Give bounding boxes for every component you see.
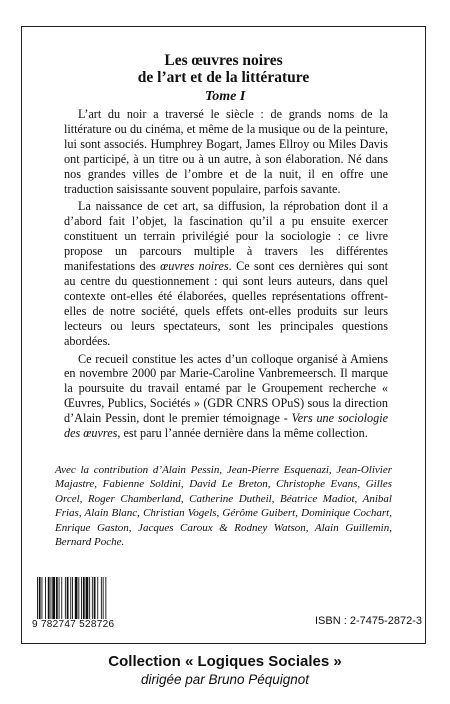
barcode-bar: [86, 577, 89, 619]
collection-name: Collection « Logiques Sociales »: [108, 653, 342, 670]
barcode-bar: [67, 577, 69, 619]
barcode-bar: [65, 577, 66, 619]
isbn: ISBN : 2-7475-2872-3: [315, 615, 423, 627]
barcode-bar: [97, 577, 98, 619]
barcode-bar: [45, 577, 46, 619]
barcode-bar: [61, 577, 62, 619]
contributors: [55, 463, 392, 549]
barcode-bar: [48, 577, 50, 619]
book-title-line1: Les œuvres noires: [164, 52, 283, 69]
blurb: [64, 107, 388, 444]
blurb-paragraph-2: La naissance de cet art, sa diffusion, la réprobation dont il a d’abord fait l’objet, la fascination qu’il a pu ensuite exercer constituent un terrain privilégié pour la sociologie : ce livre propose un parcours multiple à travers les différentes manifestations des œuvres noires. Ce sont ces dernières qui sont au centre du questionnement : qui sont leurs auteurs, dans quel contexte ont-elles été élaborées, quelles représentations offrent-elles de notre société, quels effets ont-elles produits sur leurs lecteurs ou leurs spectateurs, sont les principales questions abordées.: [64, 199, 389, 348]
barcode-bar: [105, 577, 106, 619]
book-title-line2: de l’art et de la littérature: [137, 69, 310, 86]
barcode-bar: [83, 577, 85, 619]
barcode-bar: [56, 577, 58, 619]
barcode: [35, 577, 135, 619]
barcode-bar: [103, 577, 104, 619]
barcode-number: 9 782747 528726: [32, 619, 115, 630]
barcode-bar: [70, 577, 71, 619]
barcode-bar: [37, 577, 38, 619]
contributors-label: Avec la contribution d’: [55, 464, 163, 476]
barcode-bar: [42, 577, 43, 619]
barcode-bar: [52, 577, 55, 619]
barcode-bar: [72, 577, 73, 619]
barcode-bar: [39, 577, 41, 619]
barcode-bar: [101, 577, 102, 619]
contributors-names: Alain Pessin, Jean-Pierre Esquenazi, Jean-Olivier Majastre, Fabienne Soldini, David Le Breton, Christophe Evans, Gilles Orcel, Roger Chamberland, Catherine Dutheil, Béatrice Madiot, Anibal Frias, Alain Blanc, Christian Vogels, Gérôme Guibert, Dominique Cochart, Enrique Gaston, Jacques Caroux & Rodney Watson, Alain Guillemin, Bernard Poche.: [55, 464, 392, 549]
barcode-bar: [59, 577, 60, 619]
barcode-bar: [92, 577, 93, 619]
collection-director: dirigée par Bruno Péquignot: [140, 672, 310, 687]
barcode-bar: [75, 577, 78, 619]
barcode-bar: [51, 577, 52, 619]
barcode-bar: [78, 577, 79, 619]
blurb-paragraph-1: L’art du noir a traversé le siècle : de grands noms de la littérature ou du cinéma, et même de la musique ou de la peinture, lui sont associés. Humphrey Bogart, James Ellroy ou Miles Davis ont participé, à un titre ou à un autre, à son élaboration. Né dans nos grandes villes de l’ombre et de la nuit, il en offre une traduction saisissante souvent populaire, parfois savante.: [64, 107, 388, 196]
blurb-paragraph-3: Ce recueil constitue les actes d’un colloque organisé à Amiens en novembre 2000 par Marie-Caroline Vanbremeersch. Il marque la poursuite du travail entamé par le Groupement recherche « Œuvres, Publics, Sociétés » (GDR CNRS OPuS) sous la direction d’Alain Pessin, dont le premier témoignage - Vers une sociologie des œuvres, est paru l’année dernière dans la même collection.: [64, 351, 388, 441]
barcode-bar: [81, 577, 82, 619]
tome-label: Tome I: [205, 89, 246, 104]
barcode-bar: [94, 577, 96, 619]
barcode-bar: [89, 577, 90, 619]
